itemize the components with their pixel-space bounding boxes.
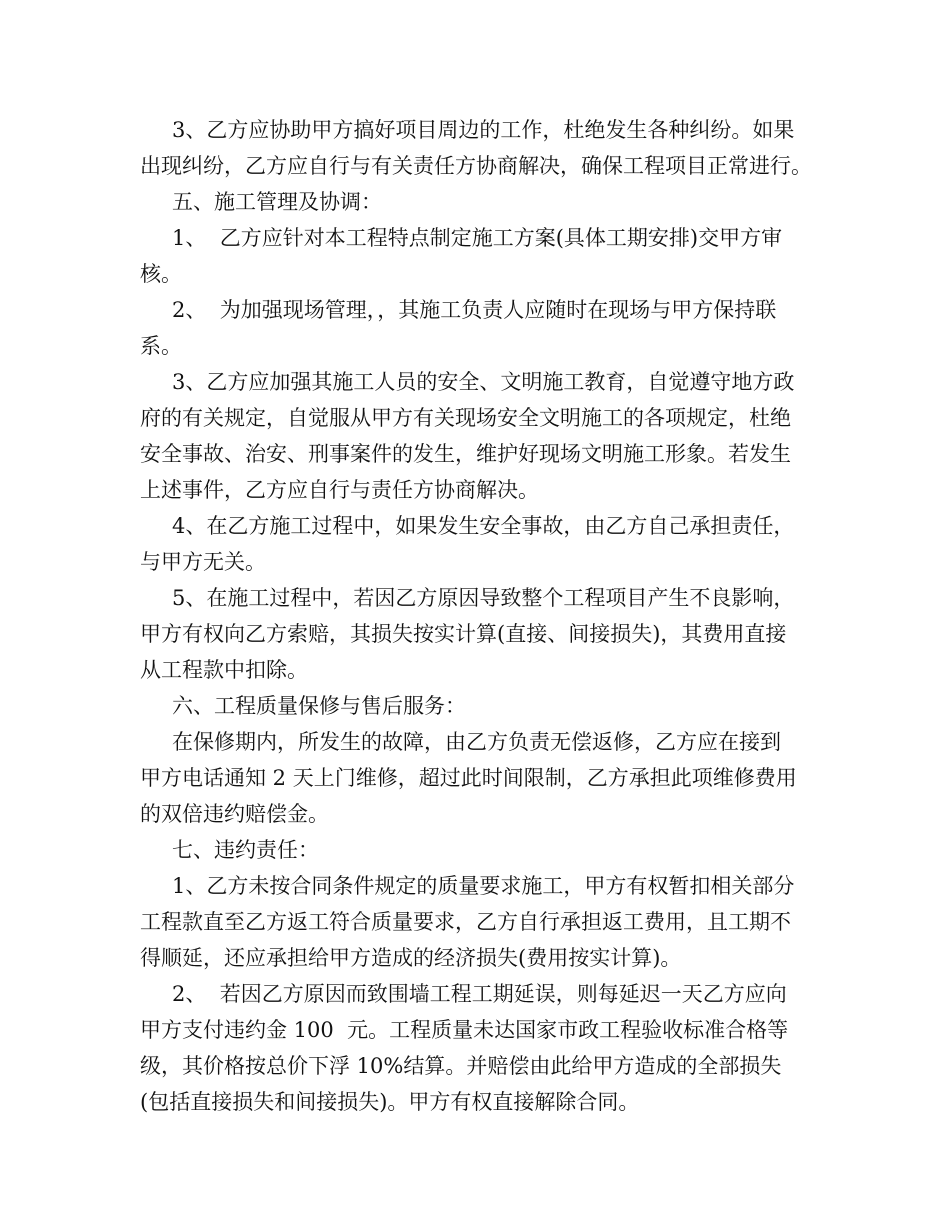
- section-heading: 六、工程质量保修与售后服务：: [172, 694, 466, 718]
- paragraph-line: 3、乙方应协助甲方搞好项目周边的工作，杜绝发生各种纠纷。如果: [172, 118, 795, 142]
- paragraph-line: 1、乙方未按合同条件规定的质量要求施工，甲方有权暂扣相关部分: [172, 874, 795, 898]
- paragraph-line: 上述事件，乙方应自行与责任方协商解决。: [140, 478, 539, 502]
- paragraph-line: 甲方有权向乙方索赔，其损失按实计算(直接、间接损失)，其费用直接: [140, 622, 787, 646]
- paragraph-line: 工程款直至乙方返工符合质量要求，乙方自行承担返工费用，且工期不: [140, 910, 791, 934]
- paragraph-line: 从工程款中扣除。: [140, 658, 308, 682]
- paragraph-line: 与甲方无关。: [140, 550, 266, 574]
- paragraph-line: 5、在施工过程中，若因乙方原因导致整个工程项目产生不良影响，: [172, 586, 795, 610]
- paragraph-line: 级，其价格按总价下浮 10%结算。并赔偿由此给甲方造成的全部损失: [140, 1054, 782, 1078]
- paragraph-line: 4、在乙方施工过程中，如果发生安全事故，由乙方自己承担责任，: [172, 514, 795, 538]
- section-heading: 五、施工管理及协调：: [172, 190, 382, 214]
- paragraph-line: 出现纠纷，乙方应自行与有关责任方协商解决，确保工程项目正常进行。: [140, 154, 812, 178]
- paragraph-line: 在保修期内，所发生的故障，由乙方负责无偿返修，乙方应在接到: [172, 730, 781, 754]
- paragraph-line: 2、 为加强现场管理，，其施工负责人应随时在现场与甲方保持联: [172, 298, 777, 322]
- paragraph-line: 安全事故、治安、刑事案件的发生，维护好现场文明施工形象。若发生: [140, 442, 791, 466]
- section-heading: 七、违约责任：: [172, 838, 319, 862]
- paragraph-line: 2、 若因乙方原因而致围墙工程工期延误，则每延迟一天乙方应向: [172, 982, 787, 1006]
- paragraph-line: 系。: [140, 334, 182, 358]
- paragraph-line: 得顺延，还应承担给甲方造成的经济损失(费用按实计算)。: [140, 946, 682, 970]
- paragraph-line: 的双倍违约赔偿金。: [140, 802, 329, 826]
- paragraph-line: 3、乙方应加强其施工人员的安全、文明施工教育，自觉遵守地方政: [172, 370, 795, 394]
- paragraph-line: 甲方支付违约金 100 元。工程质量未达国家市政工程验收标准合格等: [140, 1018, 789, 1042]
- paragraph-line: 甲方电话通知 2 天上门维修，超过此时间限制，乙方承担此项维修费用: [140, 766, 797, 790]
- paragraph-line: 核。: [140, 262, 182, 286]
- paragraph-line: 府的有关规定，自觉服从甲方有关现场安全文明施工的各项规定，杜绝: [140, 406, 791, 430]
- paragraph-line: (包括直接损失和间接损失)。甲方有权直接解除合同。: [140, 1090, 640, 1114]
- paragraph-line: 1、 乙方应针对本工程特点制定施工方案(具体工期安排)交甲方审: [172, 226, 783, 250]
- document-body: [140, 112, 820, 1120]
